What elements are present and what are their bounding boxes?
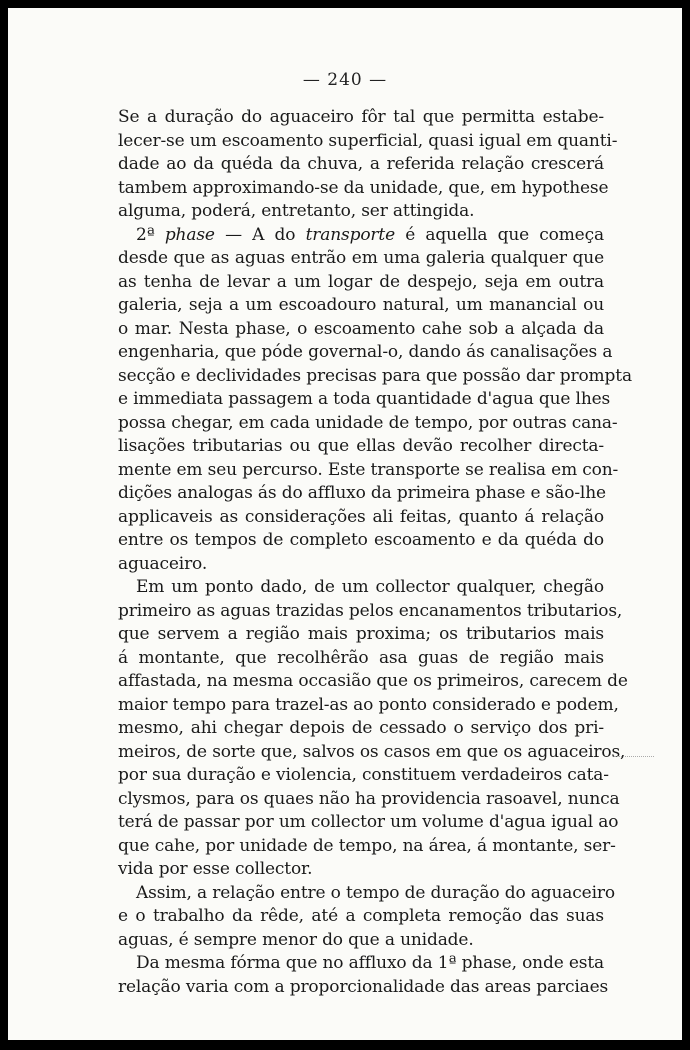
page-number: — 240 — xyxy=(302,70,388,90)
text-line: desde que as aguas entrão em uma galeria qualquer que xyxy=(118,248,604,268)
page xyxy=(8,8,682,1040)
text-line: que servem a região mais proxima; os tributarios mais xyxy=(118,624,604,644)
phase-rest: é aquella que começa xyxy=(405,224,604,245)
text-line: aguaceiro. xyxy=(118,553,208,574)
phase-dash: — A do xyxy=(225,224,296,245)
text-line: que cahe, por unidade de tempo, na área, á montante, ser- xyxy=(118,835,616,856)
phase-label: 2ª xyxy=(136,224,155,245)
margin-mark xyxy=(614,756,654,757)
text-line: por sua duração e violencia, constituem verdadeiros cata- xyxy=(118,765,609,785)
text-line: o mar. Nesta phase, o escoamento cahe sob a alçada da xyxy=(118,318,604,339)
phase-word: phase xyxy=(164,224,215,245)
text-line: possa chegar, em cada unidade de tempo, por outras cana- xyxy=(118,412,618,433)
text-line: mesmo, ahi chegar depois de cessado o serviço dos pri- xyxy=(118,718,604,738)
text-line: primeiro as aguas trazidas pelos encanamentos tributarios, xyxy=(118,600,623,621)
text-line: clysmos, para os quaes não ha providencia rasoavel, nunca xyxy=(118,788,620,809)
text-line: mente em seu percurso. Este transporte se realisa em con- xyxy=(118,459,619,480)
text-line: meiros, de sorte que, salvos os casos em que os aguaceiros, xyxy=(118,741,626,762)
text-line: á montante, que recolhêrão asa guas de região mais xyxy=(118,647,604,668)
text-line: alguma, poderá, entretanto, ser attingida. xyxy=(118,201,475,221)
text-line: dade ao da quéda da chuva, a referida relação crescerá xyxy=(118,154,604,174)
text-line: lecer-se um escoamento superficial, quasi igual em quanti- xyxy=(118,130,618,151)
text-line: e o trabalho da rêde, até a completa remoção das suas xyxy=(118,906,604,926)
body-text xyxy=(118,106,632,999)
text-line: as tenha de levar a um logar de despejo, seja em outra xyxy=(118,271,604,292)
text-line: relação varia com a proporcionalidade das areas parciaes xyxy=(118,976,609,997)
text-line: vida por esse collector. xyxy=(118,859,313,879)
text-line: entre os tempos de completo escoamento e da quéda do xyxy=(118,530,604,550)
text-line: Da mesma fórma que no affluxo da 1ª phase, onde esta xyxy=(136,953,605,973)
text-line: applicaveis as considerações ali feitas, quanto á relação xyxy=(118,506,604,527)
text-line: aguas, é sempre menor do que a unidade. xyxy=(118,929,474,950)
text-line: lisações tributarias ou que ellas devão recolher directa- xyxy=(118,436,604,456)
text-line: e immediata passagem a toda quantidade d'agua que lhes xyxy=(118,389,611,409)
text-line: maior tempo para trazel-as ao ponto considerado e podem, xyxy=(118,694,619,715)
text-line: affastada, na mesma occasião que os primeiros, carecem de xyxy=(118,671,628,691)
text-line: Em um ponto dado, de um collector qualquer, chegão xyxy=(136,577,604,597)
text-line: tambem approximando-se da unidade, que, em hypothese xyxy=(118,177,609,198)
text-line: dições analogas ás do affluxo da primeira phase e são-lhe xyxy=(118,483,606,503)
transport-word: transporte xyxy=(305,224,395,245)
text-line: secção e declividades precisas para que possão dar prompta xyxy=(118,365,632,386)
text-line: Se a duração do aguaceiro fôr tal que permitta estabe- xyxy=(118,107,604,127)
text-line: terá de passar por um collector um volume d'agua igual ao xyxy=(118,812,619,832)
text-line: engenharia, que póde governal-o, dando ás canalisações a xyxy=(118,342,613,362)
phase-heading-line xyxy=(118,224,604,248)
text-line: galeria, seja a um escoadouro natural, um manancial ou xyxy=(118,295,604,315)
text-line: Assim, a relação entre o tempo de duração do aguaceiro xyxy=(136,882,615,903)
